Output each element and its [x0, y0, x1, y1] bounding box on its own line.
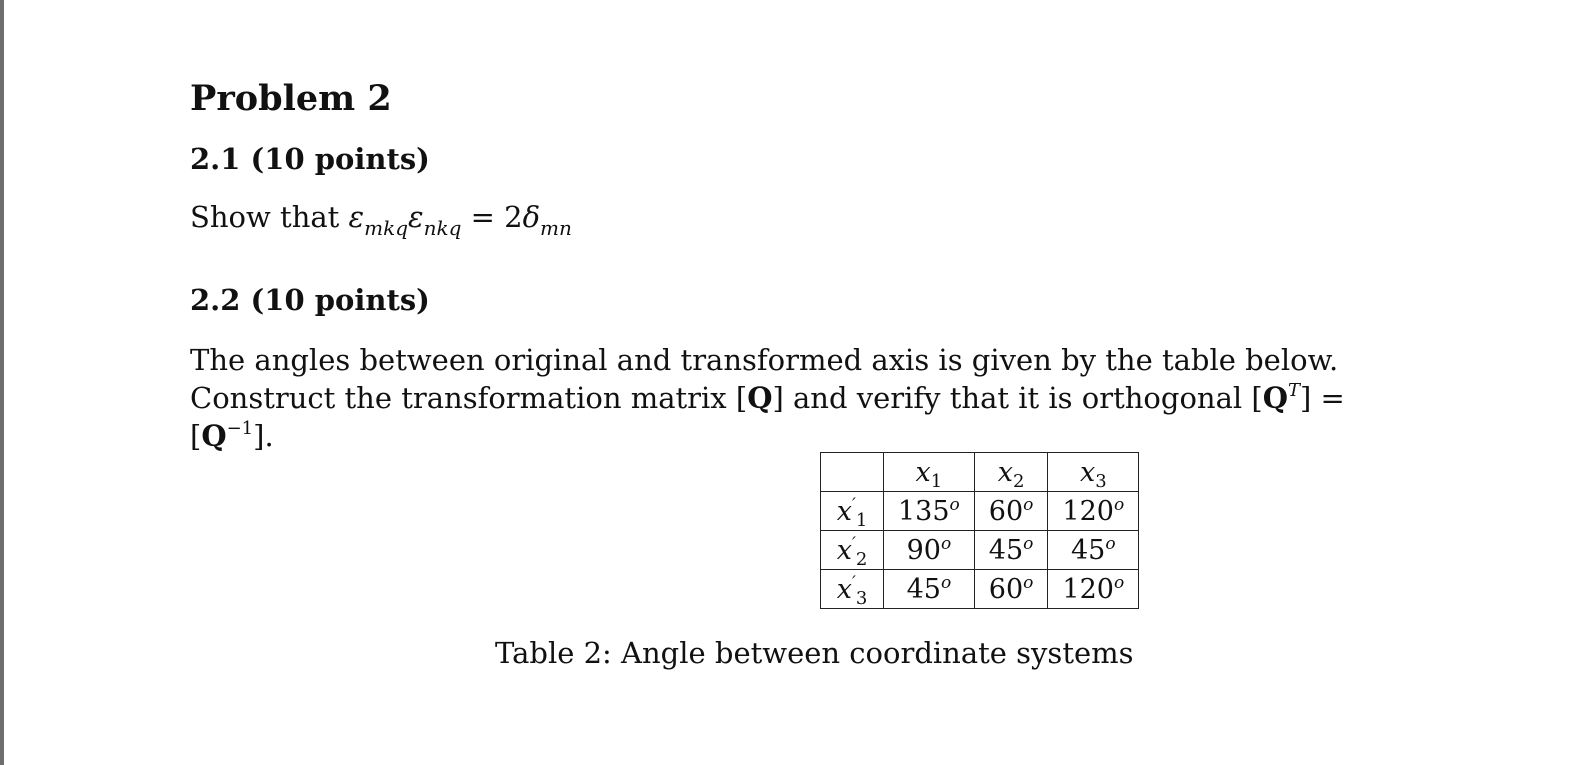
table-row: [821, 492, 1139, 531]
statement-2-1: [190, 200, 572, 240]
delta-symbol: δ: [522, 200, 541, 234]
table-cell: 45$^o$: [1048, 531, 1139, 570]
problem-title: Problem 2: [190, 78, 392, 119]
epsilon-subscript: nkq: [423, 216, 462, 240]
page-left-edge: [0, 0, 4, 765]
axis-symbol: x: [1079, 456, 1096, 488]
matrix-q: Q: [747, 381, 773, 415]
table-row: [821, 570, 1139, 609]
axis-symbol: x: [915, 456, 931, 488]
paragraph-text: ] and verify that it is orthogonal [: [772, 381, 1263, 415]
table-cell: 60$^o$: [974, 492, 1048, 531]
paragraph-2-2: [190, 341, 1400, 455]
delta-subscript: mn: [540, 216, 572, 240]
coefficient: 2: [504, 200, 523, 234]
column-header: [974, 453, 1048, 492]
axis-symbol: x: [836, 573, 852, 605]
row-header: [821, 492, 884, 531]
axis-prime: ′: [851, 494, 856, 515]
axis-prime: ′: [851, 533, 856, 554]
row-header: [821, 531, 884, 570]
section-heading-2-1: 2.1 (10 points): [190, 142, 430, 176]
matrix-q: Q: [201, 419, 227, 453]
matrix-q-inverse: [201, 419, 253, 453]
paragraph-text: The angles between original and transformed axis is given by the table below. Construct the transformation matrix [: [190, 343, 1339, 415]
axis-subscript: 3: [1095, 470, 1107, 492]
table-corner-cell: [821, 453, 884, 492]
angle-table: [820, 452, 1139, 609]
row-header: [821, 570, 884, 609]
table-cell: 90$^o$: [884, 531, 975, 570]
angle-table-wrapper: [820, 452, 1139, 609]
axis-prime: ′: [851, 572, 856, 593]
table-row: [821, 531, 1139, 570]
axis-symbol: x: [836, 495, 852, 527]
axis-subscript: 2: [855, 548, 868, 570]
axis-subscript: 1: [855, 509, 868, 531]
table-cell: 120$^o$: [1048, 492, 1139, 531]
epsilon-symbol: ε: [408, 200, 424, 234]
axis-subscript: 1: [930, 470, 943, 492]
table-caption: Table 2: Angle between coordinate systems: [495, 636, 1134, 670]
identity-equation: [348, 200, 572, 240]
table-cell: 120$^o$: [1048, 570, 1139, 609]
axis-symbol: x: [836, 534, 852, 566]
axis-subscript: 3: [855, 587, 868, 609]
paragraph-text: ].: [253, 419, 274, 453]
epsilon-subscript: mkq: [364, 216, 408, 240]
column-header: [1048, 453, 1139, 492]
matrix-q-transpose: [1263, 381, 1300, 415]
table-cell: 45$^o$: [974, 531, 1048, 570]
inverse-superscript: −1: [226, 418, 254, 439]
table-cell: 45$^o$: [884, 570, 975, 609]
statement-prefix: Show that: [190, 200, 349, 234]
column-header: [884, 453, 975, 492]
section-heading-2-2: 2.2 (10 points): [190, 283, 430, 317]
equals-sign: =: [461, 200, 505, 234]
table-header-row: [821, 453, 1139, 492]
axis-symbol: x: [997, 456, 1013, 488]
matrix-q: Q: [1262, 381, 1288, 415]
epsilon-symbol: ε: [348, 200, 365, 234]
paragraph-text: ] = [: [190, 381, 1345, 453]
axis-subscript: 2: [1012, 470, 1025, 492]
table-cell: 135$^o$: [884, 492, 975, 531]
table-cell: 60$^o$: [974, 570, 1048, 609]
transpose-superscript: T: [1287, 380, 1300, 401]
